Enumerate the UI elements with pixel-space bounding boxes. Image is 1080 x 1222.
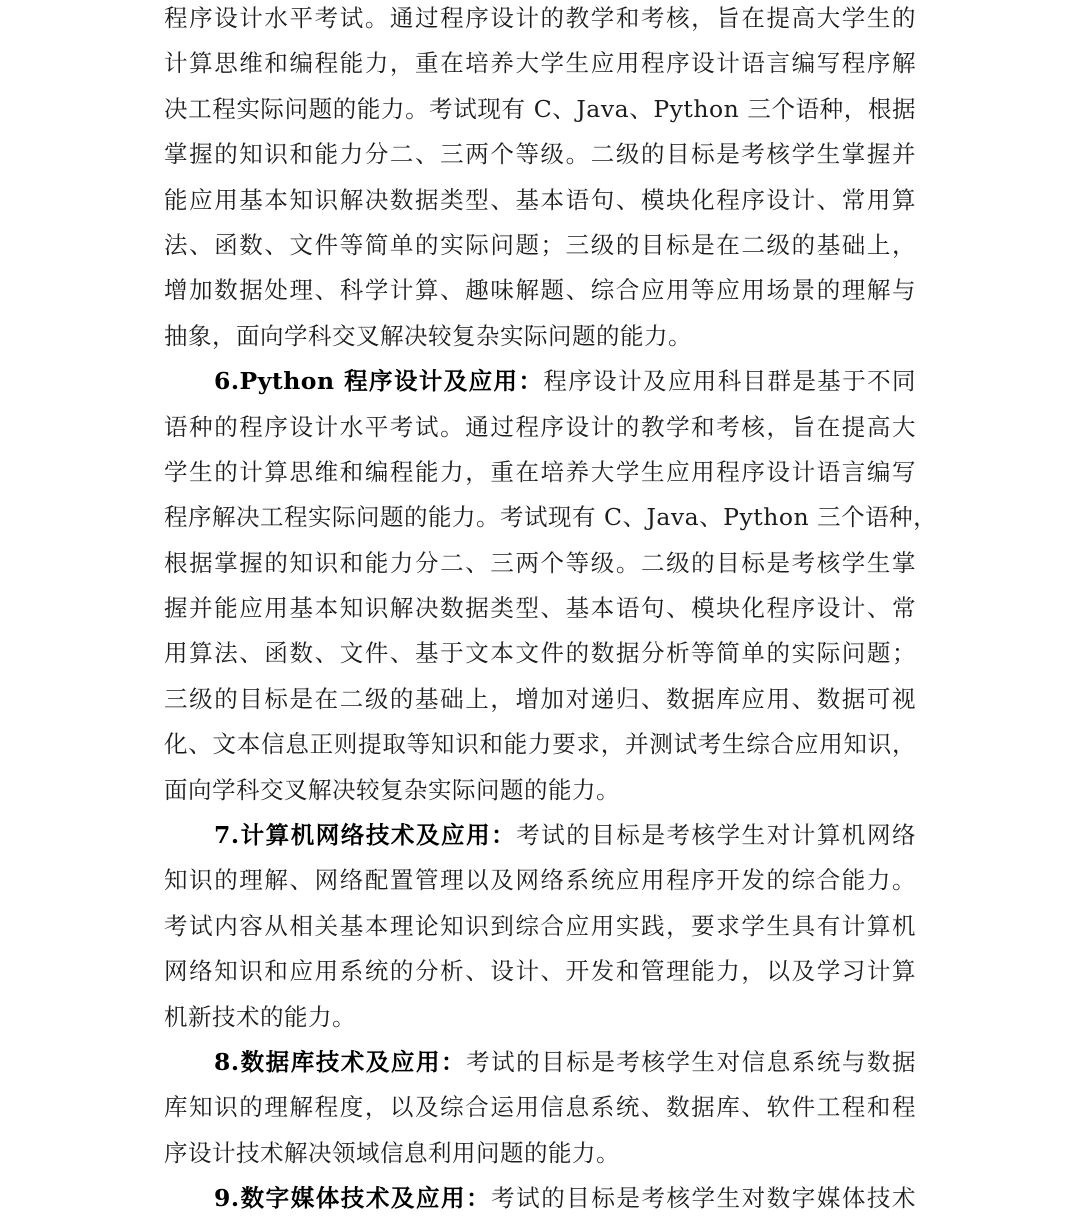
- text-line: 面向学科交叉解决较复杂实际问题的能力。: [164, 775, 620, 804]
- paragraph-database: [164, 1040, 916, 1176]
- paragraph-first-line: [164, 813, 916, 858]
- section-heading: 9.数字媒体技术及应用：: [214, 1184, 492, 1213]
- text-line: 学生的计算思维和编程能力，重在培养大学生应用程序设计语言编写: [164, 457, 916, 486]
- text-line: 抽象，面向学科交叉解决较复杂实际问题的能力。: [164, 321, 692, 350]
- text-line: 根据掌握的知识和能力分二、三两个等级。二级的目标是考核学生掌: [164, 548, 916, 577]
- paragraph-network: [164, 813, 916, 1040]
- text-line: 程序解决工程实际问题的能力。考试现有 C、Java、Python 三个语种，: [164, 503, 938, 532]
- section-heading: 8.数据库技术及应用：: [214, 1047, 467, 1076]
- text-line: 掌握的知识和能力分二、三两个等级。二级的目标是考核学生掌握并: [164, 140, 916, 169]
- text-run: 考试的目标是考核学生对数字媒体技术: [491, 1184, 916, 1213]
- text-line: 化、文本信息正则提取等知识和能力要求，并测试考生综合应用知识，: [164, 730, 916, 759]
- document-page: [164, 0, 938, 1222]
- text-line: 能应用基本知识解决数据类型、基本语句、模块化程序设计、常用算: [164, 185, 916, 214]
- section-heading: 7.计算机网络技术及应用：: [214, 821, 517, 850]
- paragraph-digital-media: [164, 1176, 916, 1221]
- paragraph-continuation: [164, 0, 916, 359]
- text-run: 考试的目标是考核学生对信息系统与数据: [466, 1047, 916, 1076]
- text-line: 程序设计水平考试。通过程序设计的教学和考核，旨在提高大学生的: [164, 4, 916, 32]
- text-line: 库知识的理解程度，以及综合运用信息系统、数据库、软件工程和程: [164, 1093, 916, 1122]
- text-line: 法、函数、文件等简单的实际问题；三级的目标是在二级的基础上，: [164, 230, 916, 259]
- text-line: 知识的理解、网络配置管理以及网络系统应用程序开发的综合能力。: [164, 866, 916, 895]
- paragraph-first-line: [164, 1040, 916, 1085]
- text-line: 机新技术的能力。: [164, 1002, 356, 1031]
- text-run: 程序设计及应用科目群是基于不同: [543, 367, 917, 396]
- text-line: 增加数据处理、科学计算、趣味解题、综合应用等应用场景的理解与: [164, 276, 916, 305]
- text-line: 语种的程序设计水平考试。通过程序设计的教学和考核，旨在提高大: [164, 412, 916, 441]
- text-line: 握并能应用基本知识解决数据类型、基本语句、模块化程序设计、常: [164, 594, 916, 623]
- text-line: 三级的目标是在二级的基础上，增加对递归、数据库应用、数据可视: [164, 684, 916, 713]
- paragraph-first-line: [164, 1176, 916, 1221]
- text-line: 决工程实际问题的能力。考试现有 C、Java、Python 三个语种，根据: [164, 94, 916, 123]
- section-heading: 6.Python 程序设计及应用：: [214, 367, 544, 396]
- paragraph-python: [164, 359, 938, 813]
- text-run: 考试的目标是考核学生对计算机网络: [516, 821, 916, 850]
- text-line: 序设计技术解决领域信息利用问题的能力。: [164, 1138, 620, 1167]
- text-line: 考试内容从相关基本理论知识到综合应用实践，要求学生具有计算机: [164, 911, 916, 940]
- text-line: 用算法、函数、文件、基于文本文件的数据分析等简单的实际问题；: [164, 639, 916, 668]
- paragraph-first-line: [164, 359, 916, 404]
- text-line: 计算思维和编程能力，重在培养大学生应用程序设计语言编写程序解: [164, 49, 916, 78]
- text-line: 网络知识和应用系统的分析、设计、开发和管理能力，以及学习计算: [164, 957, 916, 986]
